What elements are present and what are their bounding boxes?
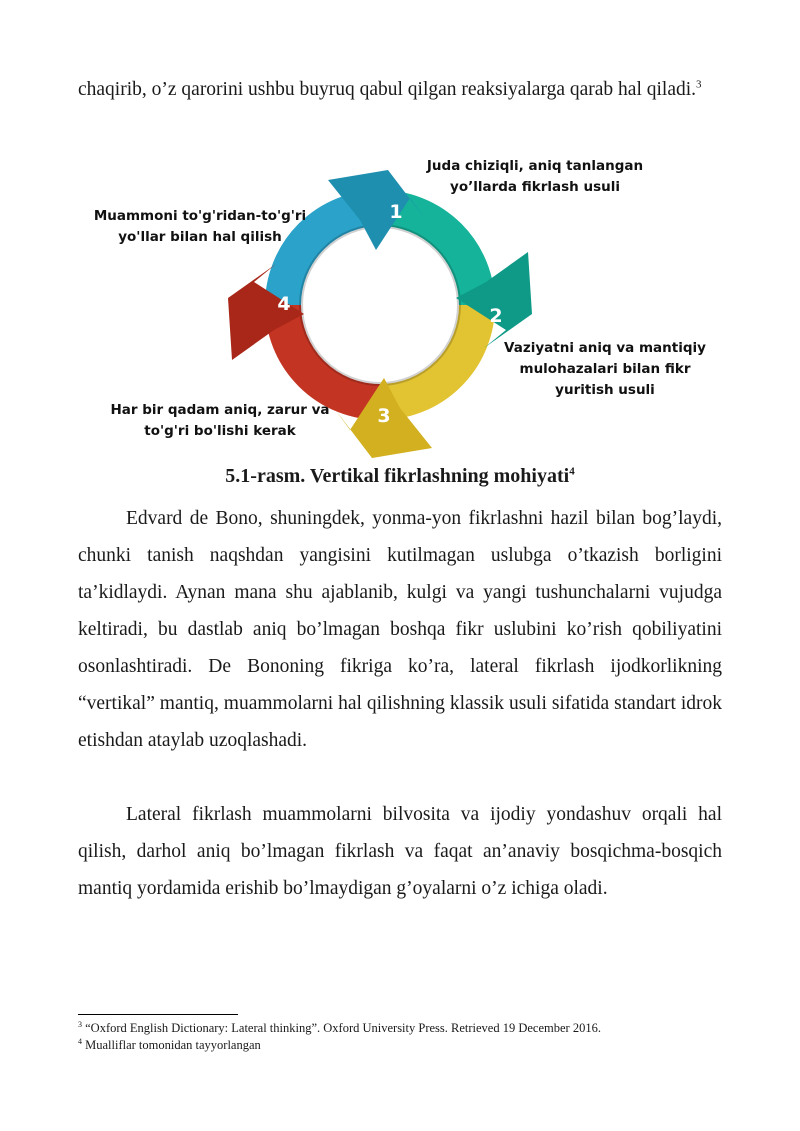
footnote-3 xyxy=(78,1020,601,1036)
footnote-number: 4 xyxy=(78,1036,82,1046)
step-number-1: 1 xyxy=(389,201,403,223)
step-label-1: Juda chiziqli, aniq tanlangan yo’llarda fikrlash usuli xyxy=(426,158,644,195)
step-number-2: 2 xyxy=(489,305,503,327)
step-label-4: Muammoni to'g'ridan-to'g'ri yo'llar bilan hal qilish xyxy=(93,208,307,245)
paragraph-text: chaqirib, o’z qarorini ushbu buyruq qabul qilgan reaksiyalarga qarab hal qiladi. xyxy=(78,79,697,100)
footnote-ref-3[interactable]: 3 xyxy=(696,78,702,91)
footnote-number: 3 xyxy=(78,1019,82,1029)
footnote-ref-4[interactable]: 4 xyxy=(569,465,575,478)
step-number-3: 3 xyxy=(377,405,391,427)
body-paragraph-top xyxy=(78,71,722,108)
footnote-divider xyxy=(78,1014,238,1015)
step-number-4: 4 xyxy=(277,293,291,315)
cycle-segment-3 xyxy=(283,305,380,402)
step-label-3: Har bir qadam aniq, zarur va to'g'ri bo'lishi kerak xyxy=(110,402,330,439)
caption-text: 5.1-rasm. Vertikal fikrlashning mohiyati xyxy=(225,465,570,487)
footnote-text: Mualliflar tomonidan tayyorlangan xyxy=(85,1038,261,1052)
cycle-segment-2 xyxy=(380,305,477,402)
step-label-2: Vaziyatni aniq va mantiqiy mulohazalari bilan fikr yuritish usuli xyxy=(504,340,706,398)
footnote-text: “Oxford English Dictionary: Lateral thinking”. Oxford University Press. Retrieved 19 December 2016. xyxy=(85,1021,601,1035)
footnote-4 xyxy=(78,1037,261,1053)
ring-inner-shadow xyxy=(301,226,459,384)
body-paragraph-2: Lateral fikrlash muammolarni bilvosita va ijodiy yondashuv orqali hal qilish, darhol aniq bo’lmagan fikrlash va faqat an’anaviy bosqichma-bosqich mantiq yordamida erishib bo’lmaydigan g’oyalarni o’z ichiga oladi. xyxy=(78,804,722,899)
cycle-diagram xyxy=(80,150,720,460)
figure-caption xyxy=(0,465,800,488)
body-paragraph-1: Edvard de Bono, shuningdek, yonma-yon fikrlashni hazil bilan bog’laydi, chunki tanish naqshdan yangisini kutilmagan uslubga o’tkazish borligini ta’kidlaydi. Aynan mana shu ajablanib, kulgi va yangi tushunchalarni vujudga keltiradi, bu dastlab aniq bo’lmagan boshqa fikr uslubini ko’rish qobiliyatini osonlashtiradi. De Bononing fikriga ko’ra, lateral fikrlash ijodkorlikning “vertikal” mantiq, muammolarni hal qilishning klassik usuli sifatida standart idrok etishdan ataylab uzoqlashadi. xyxy=(78,508,722,751)
